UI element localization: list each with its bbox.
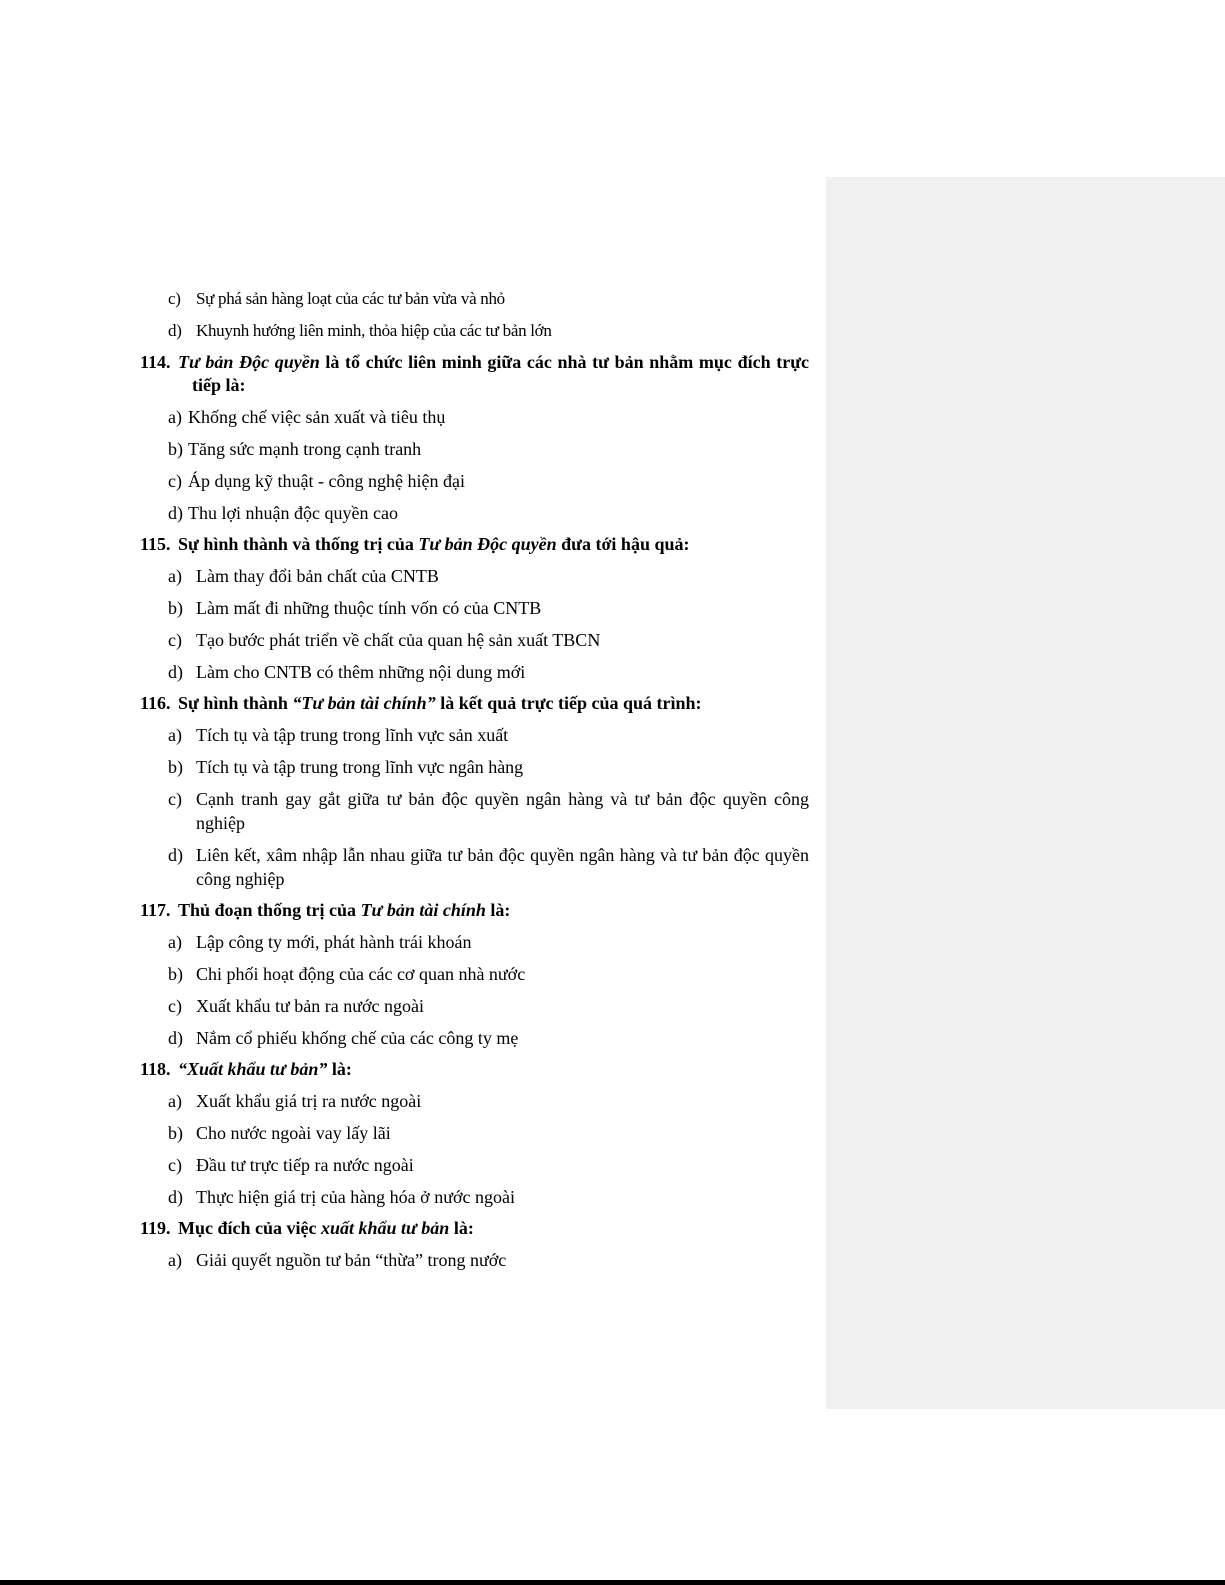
option-116-c bbox=[140, 787, 809, 835]
option-text: Tăng sức mạnh trong cạnh tranh bbox=[188, 439, 422, 459]
question-117 bbox=[140, 899, 809, 922]
option-116-a bbox=[140, 723, 809, 747]
option-text: Giải quyết nguồn tư bản “thừa” trong nước bbox=[196, 1250, 507, 1270]
option-text: Tích tụ và tập trung trong lĩnh vực ngân hàng bbox=[196, 757, 524, 777]
option-text: Đầu tư trực tiếp ra nước ngoài bbox=[196, 1155, 414, 1175]
option-text: Sự phá sản hàng loạt của các tư bản vừa và nhỏ bbox=[196, 289, 505, 308]
question-118 bbox=[140, 1058, 809, 1081]
option-text: Làm cho CNTB có thêm những nội dung mới bbox=[196, 662, 526, 682]
question-italic-term: Tư bản Độc quyền bbox=[178, 352, 320, 372]
option-117-a bbox=[140, 930, 809, 954]
option-text: Xuất khẩu giá trị ra nước ngoài bbox=[196, 1091, 422, 1111]
option-118-b bbox=[140, 1121, 809, 1145]
option-text: Cạnh tranh gay gắt giữa tư bản độc quyền ngân hàng và tư bản độc quyền công nghiệp bbox=[196, 789, 809, 833]
option-text: Tạo bước phát triển về chất của quan hệ sản xuất TBCN bbox=[196, 630, 601, 650]
option-text: Tích tụ và tập trung trong lĩnh vực sản xuất bbox=[196, 725, 509, 745]
option-116-b bbox=[140, 755, 809, 779]
option-letter: c) bbox=[168, 1155, 182, 1175]
question-116 bbox=[140, 692, 809, 715]
option-letter: b) bbox=[168, 964, 183, 984]
question-number: 118. bbox=[140, 1059, 171, 1079]
question-119 bbox=[140, 1217, 809, 1240]
option-carryover-c bbox=[140, 287, 809, 311]
option-letter: d) bbox=[168, 321, 182, 340]
question-114 bbox=[140, 351, 809, 397]
question-italic-term: Tư bản Độc quyền bbox=[418, 534, 557, 554]
option-text: Lập công ty mới, phát hành trái khoán bbox=[196, 932, 472, 952]
option-116-d bbox=[140, 843, 809, 891]
option-letter: a) bbox=[168, 725, 182, 745]
option-114-a bbox=[140, 405, 809, 429]
option-text: Khuynh hướng liên minh, thỏa hiệp của các tư bản lớn bbox=[196, 321, 552, 340]
question-text-suffix: đưa tới hậu quả: bbox=[561, 534, 690, 554]
option-letter: c) bbox=[168, 289, 181, 308]
option-letter: b) bbox=[168, 1123, 183, 1143]
option-letter: d) bbox=[168, 845, 183, 865]
question-number: 119. bbox=[140, 1218, 171, 1238]
option-117-b bbox=[140, 962, 809, 986]
option-114-d bbox=[140, 501, 809, 525]
option-letter: a) bbox=[168, 932, 182, 952]
option-118-c bbox=[140, 1153, 809, 1177]
option-text: Nắm cổ phiếu khống chế của các công ty mẹ bbox=[196, 1028, 519, 1048]
option-text: Áp dụng kỹ thuật - công nghệ hiện đại bbox=[188, 471, 465, 491]
option-text: Thực hiện giá trị của hàng hóa ở nước ngoài bbox=[196, 1187, 515, 1207]
question-text-suffix: là: bbox=[453, 1218, 474, 1238]
option-114-b bbox=[140, 437, 809, 461]
option-114-c bbox=[140, 469, 809, 493]
question-italic-term: xuất khẩu tư bản bbox=[320, 1218, 450, 1238]
option-text: Làm mất đi những thuộc tính vốn có của CNTB bbox=[196, 598, 542, 618]
option-letter: a) bbox=[168, 407, 182, 427]
page-bottom-border bbox=[0, 1580, 1225, 1585]
option-text: Xuất khẩu tư bản ra nước ngoài bbox=[196, 996, 424, 1016]
question-italic-term: Tư bản tài chính bbox=[360, 900, 486, 920]
comment-pane bbox=[826, 177, 1225, 1409]
question-text-prefix: Mục đích của việc bbox=[178, 1218, 317, 1238]
option-letter: c) bbox=[168, 630, 182, 650]
question-text-suffix: là: bbox=[490, 900, 511, 920]
option-117-d bbox=[140, 1026, 809, 1050]
option-115-d bbox=[140, 660, 809, 684]
option-117-c bbox=[140, 994, 809, 1018]
option-letter: b) bbox=[168, 439, 183, 459]
question-text-prefix: Sự hình thành bbox=[178, 693, 288, 713]
question-number: 117. bbox=[140, 900, 171, 920]
option-119-a bbox=[140, 1248, 809, 1272]
option-text: Làm thay đổi bản chất của CNTB bbox=[196, 566, 439, 586]
option-text: Chi phối hoạt động của các cơ quan nhà nước bbox=[196, 964, 526, 984]
option-letter: c) bbox=[168, 996, 182, 1016]
option-115-b bbox=[140, 596, 809, 620]
option-carryover-d bbox=[140, 319, 809, 343]
option-letter: d) bbox=[168, 503, 183, 523]
option-115-c bbox=[140, 628, 809, 652]
question-text-suffix: là kết quả trực tiếp của quá trình: bbox=[440, 693, 702, 713]
option-letter: a) bbox=[168, 1250, 182, 1270]
option-115-a bbox=[140, 564, 809, 588]
question-number: 114. bbox=[140, 352, 171, 372]
question-text-prefix: Thủ đoạn thống trị của bbox=[178, 900, 357, 920]
option-letter: a) bbox=[168, 1091, 182, 1111]
option-letter: a) bbox=[168, 566, 182, 586]
option-letter: d) bbox=[168, 1028, 183, 1048]
option-letter: c) bbox=[168, 471, 182, 491]
question-italic-term: “Xuất khẩu tư bản” bbox=[178, 1059, 328, 1079]
option-letter: d) bbox=[168, 662, 183, 682]
option-letter: d) bbox=[168, 1187, 183, 1207]
question-text: là tổ chức liên minh giữa các nhà tư bản nhằm mục đích trực tiếp là: bbox=[192, 352, 809, 395]
question-italic-term: “Tư bản tài chính” bbox=[292, 693, 436, 713]
option-letter: c) bbox=[168, 789, 182, 809]
option-118-a bbox=[140, 1089, 809, 1113]
question-text-suffix: là: bbox=[331, 1059, 352, 1079]
question-115 bbox=[140, 533, 809, 556]
question-number: 115. bbox=[140, 534, 171, 554]
page-content bbox=[140, 287, 809, 1280]
option-text: Thu lợi nhuận độc quyền cao bbox=[188, 503, 398, 523]
option-letter: b) bbox=[168, 757, 183, 777]
option-letter: b) bbox=[168, 598, 183, 618]
question-text-prefix: Sự hình thành và thống trị của bbox=[178, 534, 414, 554]
option-118-d bbox=[140, 1185, 809, 1209]
option-text: Cho nước ngoài vay lấy lãi bbox=[196, 1123, 391, 1143]
option-text: Khống chế việc sản xuất và tiêu thụ bbox=[188, 407, 446, 427]
question-number: 116. bbox=[140, 693, 171, 713]
option-text: Liên kết, xâm nhập lẫn nhau giữa tư bản độc quyền ngân hàng và tư bản độc quyền công nghiệp bbox=[196, 845, 809, 889]
